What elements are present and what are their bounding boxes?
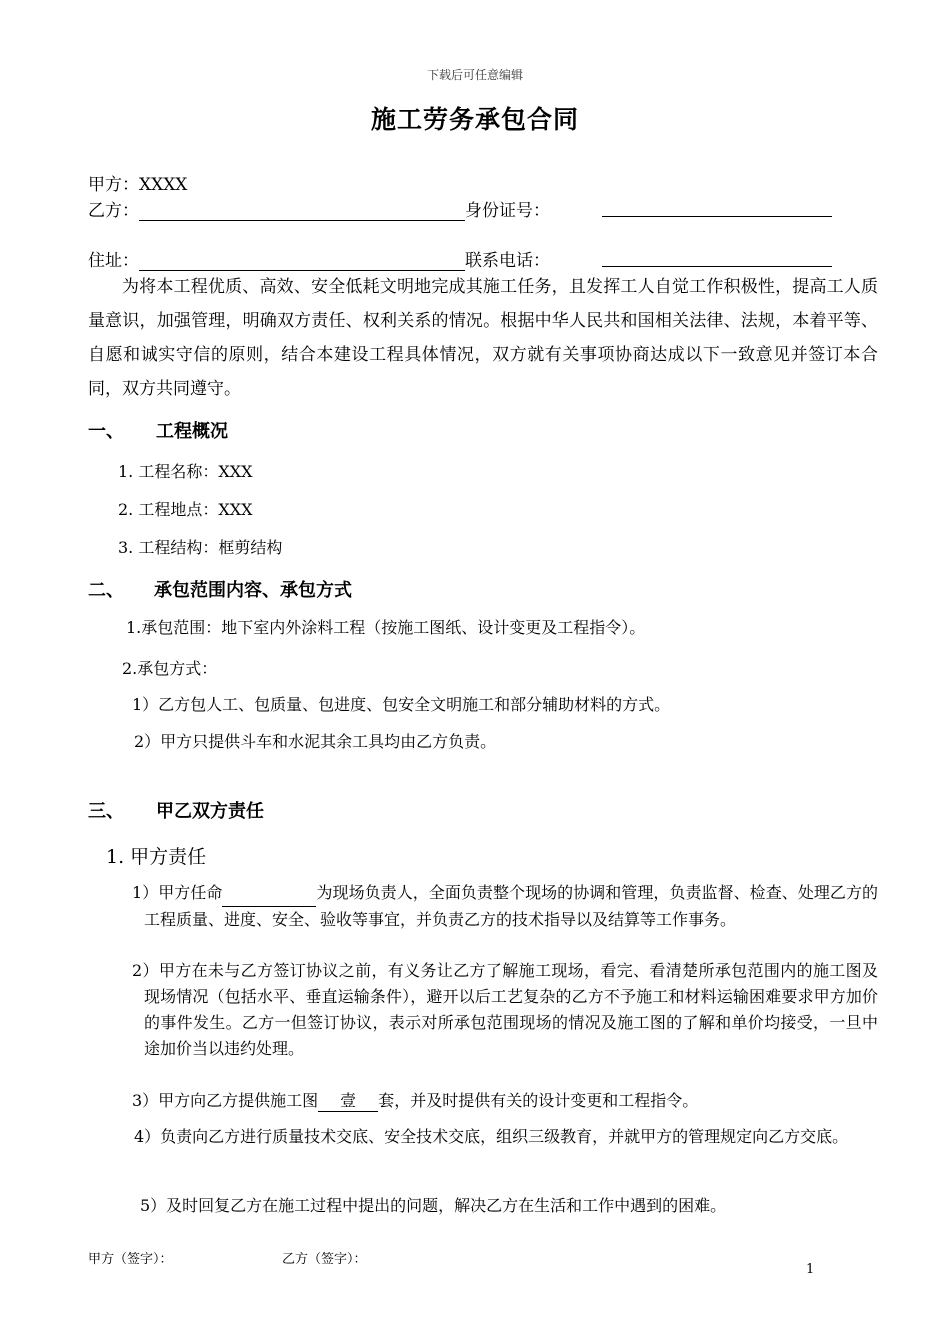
section1-item-2: 2. 工程地点：XXX [118,500,253,519]
party-a-value: XXXX [139,175,188,195]
responsibility-3 [132,1088,698,1112]
document-title: 施工劳务承包合同 [370,105,579,134]
responsibility-3-pre: 3）甲方向乙方提供施工图 [132,1091,319,1110]
section3-num: 三、 [88,801,124,822]
responsibility-4: 4）负责向乙方进行质量技术交底、安全技术交底，组织三级教育，并就甲方的管理规定向乙方交底。 [134,1127,849,1146]
section3-heading [88,797,264,823]
section3-title: 甲乙双方责任 [156,801,264,822]
responsibility-1-post: 为现场负责人，全面负责整个现场的协调和管理，负责监督、检查、处理乙方的工程质量、进度、安全、验收等事宜，并负责乙方的技术指导以及结算等工作事务。 [144,883,878,929]
page-number: 1 [806,1262,815,1277]
responsibility-5: 5）及时回复乙方在施工过程中提出的问题，解决乙方在生活和工作中遇到的困难。 [140,1196,727,1215]
phone-label: 联系电话： [465,251,550,271]
responsibility-3-qty: 壹 [318,1088,378,1112]
header-note: 下载后可任意编辑 [426,68,523,82]
section3-sub1: 1. 甲方责任 [106,846,207,868]
responsibility-1 [132,880,878,933]
section2-num: 二、 [88,580,124,601]
address-label: 住址： [88,251,139,271]
party-b-blank [139,220,465,221]
responsibility-2: 2）甲方在未与乙方签订协议之前，有义务让乙方了解施工现场，看完、看清楚所承包范围内的施工图及现场情况（包括水平、垂直运输条件），避开以后工艺复杂的乙方不予施工和材料运输困难要求甲方加价的事件发生。乙方一但签订协议，表示对所承包范围现场的情况及施工图的了解和单价均接受，一旦中途加价当以违约处理。 [132,961,878,1058]
party-a-line [88,170,187,195]
party-b-label: 乙方： [88,201,139,221]
sign-a: 甲方（签字）： [88,1252,173,1267]
section1-num: 一、 [88,421,124,442]
phone-blank [602,266,832,267]
section2-scope: 1.承包范围：地下室内外涂料工程（按施工图纸、设计变更及工程指令）。 [126,618,646,637]
sign-b: 乙方（签字）： [282,1252,367,1267]
party-b-line [88,196,550,221]
section1-item-3: 3. 工程结构：框剪结构 [118,538,283,557]
party-a-label: 甲方： [88,175,139,195]
address-line [88,246,550,271]
section1-item-1: 1. 工程名称：XXX [118,462,253,481]
responsibility-3-post: 套，并及时提供有关的设计变更和工程指令。 [378,1091,699,1110]
responsibility-1-pre: 1）甲方任命 [132,883,223,902]
section2-title: 承包范围内容、承包方式 [154,580,352,601]
section2-method-label: 2.承包方式： [122,659,218,678]
section1-heading [88,417,228,443]
section1-title: 工程概况 [156,421,228,442]
section2-method-1: 1）乙方包人工、包质量、包进度、包安全文明施工和部分辅助材料的方式。 [132,695,671,714]
id-blank [602,216,832,217]
id-label: 身份证号： [465,201,550,221]
intro-paragraph: 为将本工程优质、高效、安全低耗文明地完成其施工任务，且发挥工人自觉工作积极性，提高工人质量意识，加强管理，明确双方责任、权利关系的情况。根据中华人民共和国相关法律、法规，本着平等、自愿和诚实守信的原则，结合本建设工程具体情况，双方就有关事项协商达成以下一致意见并签订本合同，双方共同遵守。 [88,277,878,399]
section2-heading [88,576,352,602]
section2-method-2: 2）甲方只提供斗车和水泥其余工具均由乙方负责。 [134,732,497,751]
